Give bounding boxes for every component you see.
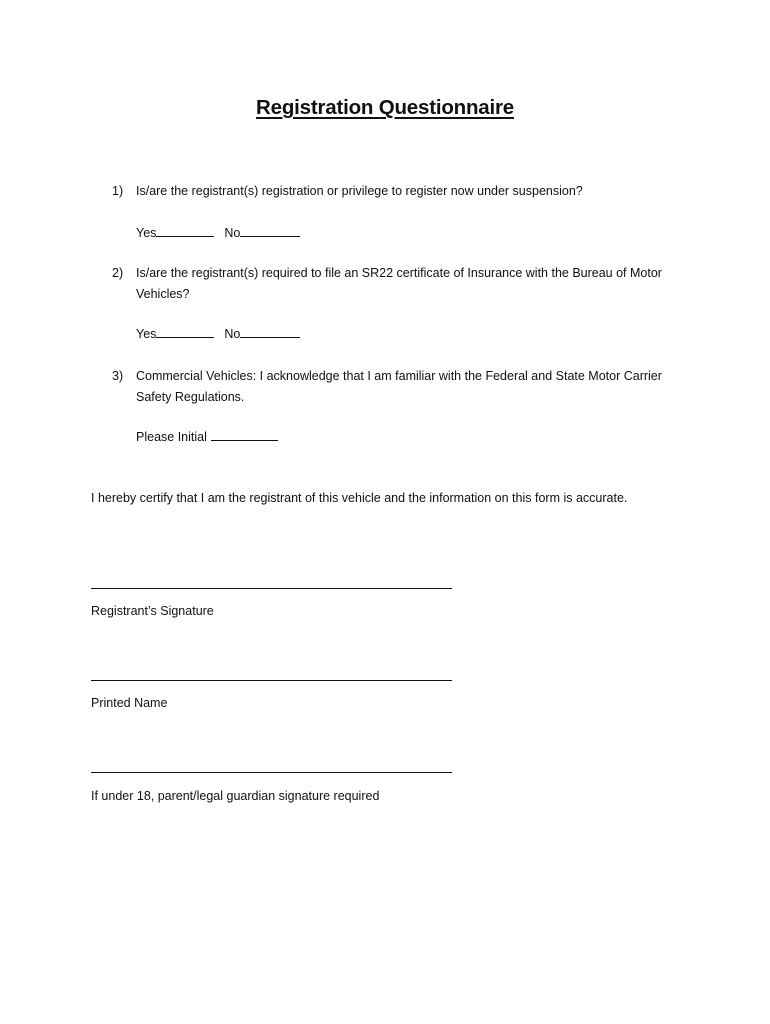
guardian-signature-line[interactable] <box>91 772 452 773</box>
question-1-yes-blank[interactable] <box>156 225 214 237</box>
question-2-answers <box>136 324 300 344</box>
question-2-no-label: No <box>224 327 241 341</box>
page-title: Registration Questionnaire <box>256 96 514 119</box>
question-1-number: 1) <box>112 184 124 198</box>
question-2-yes-label: Yes <box>136 327 157 341</box>
question-3-text: Commercial Vehicles: I acknowledge that I am familiar with the Federal and State Motor Carrier Safety Regulations. <box>136 369 662 404</box>
question-3-number: 3) <box>112 369 124 383</box>
question-2-no-blank[interactable] <box>240 326 300 338</box>
guardian-signature-label: If under 18, parent/legal guardian signature required <box>91 789 380 803</box>
printed-name-line[interactable] <box>91 680 452 681</box>
question-2-yes-blank[interactable] <box>156 326 214 338</box>
question-3-initial-label: Please Initial <box>136 430 207 444</box>
registrant-signature-line[interactable] <box>91 588 452 589</box>
question-1-no-blank[interactable] <box>240 225 300 237</box>
question-1-text: Is/are the registrant(s) registration or privilege to register now under suspension? <box>136 184 583 198</box>
question-2-text: Is/are the registrant(s) required to file an SR22 certificate of Insurance with the Bureau of Motor Vehicles? <box>136 266 662 301</box>
question-3-initial-blank[interactable] <box>211 429 278 441</box>
printed-name-label: Printed Name <box>91 696 168 710</box>
registrant-signature-label: Registrant’s Signature <box>91 604 214 618</box>
question-3-initial <box>136 427 278 447</box>
certification-statement: I hereby certify that I am the registrant of this vehicle and the information on this form is accurate. <box>91 491 628 505</box>
question-1-answers <box>136 223 300 243</box>
question-1-yes-label: Yes <box>136 226 157 240</box>
question-2-number: 2) <box>112 266 124 280</box>
question-1-no-label: No <box>224 226 241 240</box>
